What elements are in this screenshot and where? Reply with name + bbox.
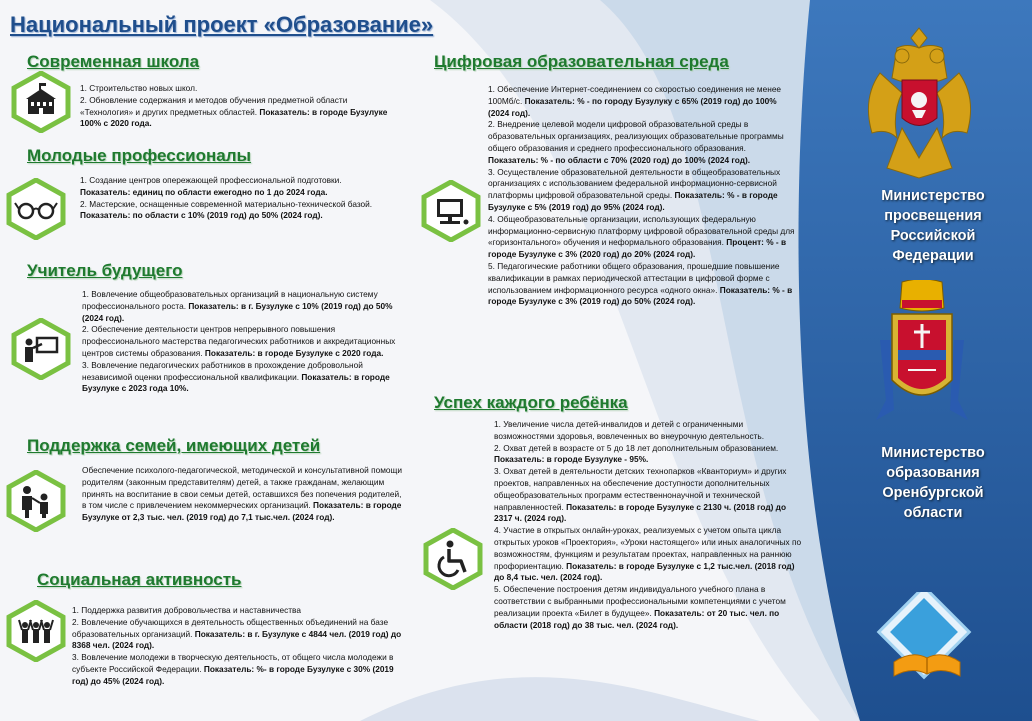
list-item: 3. Вовлечение педагогических работников в прохождение добровольной независимой оценки профессиональной квалификации. Показатель: в городе Бузулуке с 2023 года 10%. [82,359,390,394]
list-item: 1. Строительство новых школ. [80,83,198,93]
list-item: 2. Вовлечение обучающихся в деятельность общественных объединений на базе образовательных организаций. Показатель: в г. Бузулуке с 4844 чел. (2019 год) до 8368 чел. (2024 год). [72,616,402,651]
section-body-young [80,175,390,222]
list-item: 2. Внедрение целевой модели цифровой образовательной среды в образовательных организациях, реализующих образовательные программы общего образования и среднего профессионального образования. Показатель: % - по области с 70% (2020 год) до 100% (2024 год). [488,119,784,165]
section-body-teacher [82,289,402,395]
family-icon [5,470,67,532]
section-title-success: Успех каждого ребёнка [434,393,628,412]
school-building-icon [10,71,72,133]
orenburg-coat-of-arms-icon [872,280,972,430]
list-item: 1. Обеспечение Интернет-соединением со скоростью соединения не менее 100Мб/с. Показатель: % - по городу Бузулуку с 65% (2019 год) до 100% (2024 год). [488,84,782,118]
section-title-teacher: Учитель будущего [27,261,183,280]
section-title-digital: Цифровая образовательная среда [434,52,729,71]
section-title-young: Молодые профессионалы [27,146,252,165]
section-body-family [82,465,402,524]
list-item: 2. Охват детей в возрасте от 5 до 18 лет дополнительным образованием. Показатель: в городе Бузулуке - 95%. [494,442,779,465]
section-title-social: Социальная активность [37,570,242,589]
page-title: Национальный проект «Образование» [10,12,434,37]
list-item: Обеспечение психолого-педагогической, методической и консультативной помощи родителям (законным представителям) детей, а также гражданам, желающим принять на воспитание в свои семьи детей, оставшихся без попечения родителей, в том числе с привлечением некоммерческих организаций. Показатель: в городе Бузулуке от 2,3 тыс. чел. (2019 год) до 7,1 тыс.чел. (2024 год). [82,465,402,523]
list-item: 4. Участие в открытых онлайн-уроках, реализуемых с учетом опыта цикла открытых уроков «Проектория», «Уроки настоящего» или иных аналогичных по возможностям, функциям и результатам проектах, направленных на раннюю профориентацию. Показатель: в городе Бузулуке с 1,2 тыс.чел. (2018 год) до 8,4 тыс. чел. (2024 год). [494,525,802,583]
ministry-federal: Министерство просвещения Российской Федерации [881,188,985,264]
computer-icon [420,180,482,242]
list-item: 1. Увеличение числа детей-инвалидов и детей с ограниченными возможностями здоровья, вовлеченных во внеурочную деятельность. [494,419,765,441]
list-item: 5. Педагогические работники общего образования, прошедшие повышение квалификации в рамках периодической аттестации в цифровой форме с использованием информационного ресурса «одного окна». Показатель: % - в городе Бузулуке с 3% (2019 год) до 50% (2024 год). [488,260,793,307]
list-item: 1. Создание центров опережающей профессиональной подготовки. Показатель: единиц по области ежегодно по 1 до 2024 года. [80,175,342,197]
list-item: 2. Обеспечение деятельности центров непрерывного повышения профессионального мастерства педагогических работников и аккредитационных центров системы образования. Показатель: в городе Бузулуке с 2020 года. [82,324,396,358]
list-item: 1. Вовлечение общеобразовательных организаций в национальную систему профессионального роста. Показатель: в г. Бузулуке с 10% (2019 год) до 50% (2024 год). [82,289,393,323]
section-body-digital [488,84,798,308]
section-title-family: Поддержка семей, имеющих детей [27,436,321,455]
list-item: 3. Осуществление образовательной деятельности в общеобразовательных организациях с использованием федеральной информационно-сервисной платформы цифровой образовательной среды. Показатель: % - в городе Бузулуке с 5% (2019 год) до 95% (2024 год). [488,166,781,212]
list-item: 1. Поддержка развития добровольчества и наставничества [72,605,301,615]
education-logo-icon [872,592,982,692]
list-item: 2. Мастерские, оснащенные современной материально-технической базой. Показатель: по области с 10% (2019 год) до 50% (2024 год). [80,198,373,221]
wheelchair-icon [422,528,484,590]
list-item: 5. Обеспечение построения детям индивидуального учебного плана в соответствии с выбранными профессиональными компетенциями с учетом реализации проекта «Билет в будущее». Показатель: от 20 тыс. чел. по области (2018 год) до 38 тыс. чел. (2024 год). [494,584,786,630]
section-body-social [72,605,402,688]
russia-coat-of-arms-icon [862,18,977,183]
section-title-school: Современная школа [27,52,200,71]
list-item: 3. Охват детей в деятельности детских технопарков «Кванториум» и других проектов, направленных на обеспечение доступности дополнительных общеобразовательных программ естественнонаучной и технической направленностей. Показатель: в городе Бузулуке с 2130 ч. (2018 год) до 2317 ч. (2024 год). [494,466,787,524]
list-item: 4. Общеобразовательные организации, использующих федеральную информационно-сервисную платформу цифровой образовательной среды для «горизонтального» обучения и неформального образования. Процент: % - в городе Бузулуке с 3% (2020 год) до 20% (2024 год). [488,213,795,260]
list-item: 2. Обновление содержания и методов обучения предметной области «Технология» и других предметных областей. Показатель: в городе Бузулуке 100% с 2020 года. [80,94,388,129]
list-item: 3. Вовлечение молодежи в творческую деятельность, от общего числа молодежи в субъекте Российской Федерации. Показатель: %- в городе Бузулуке с 30% (2019 год) до 45% (2024 год). [72,652,394,686]
section-body-success [494,419,804,631]
people-raising-hands-icon [5,600,67,662]
section-body-school [80,83,400,130]
teacher-board-icon [10,318,72,380]
ministry-regional: Министерство образования Оренбургской области [881,445,985,521]
glasses-icon [5,178,67,240]
